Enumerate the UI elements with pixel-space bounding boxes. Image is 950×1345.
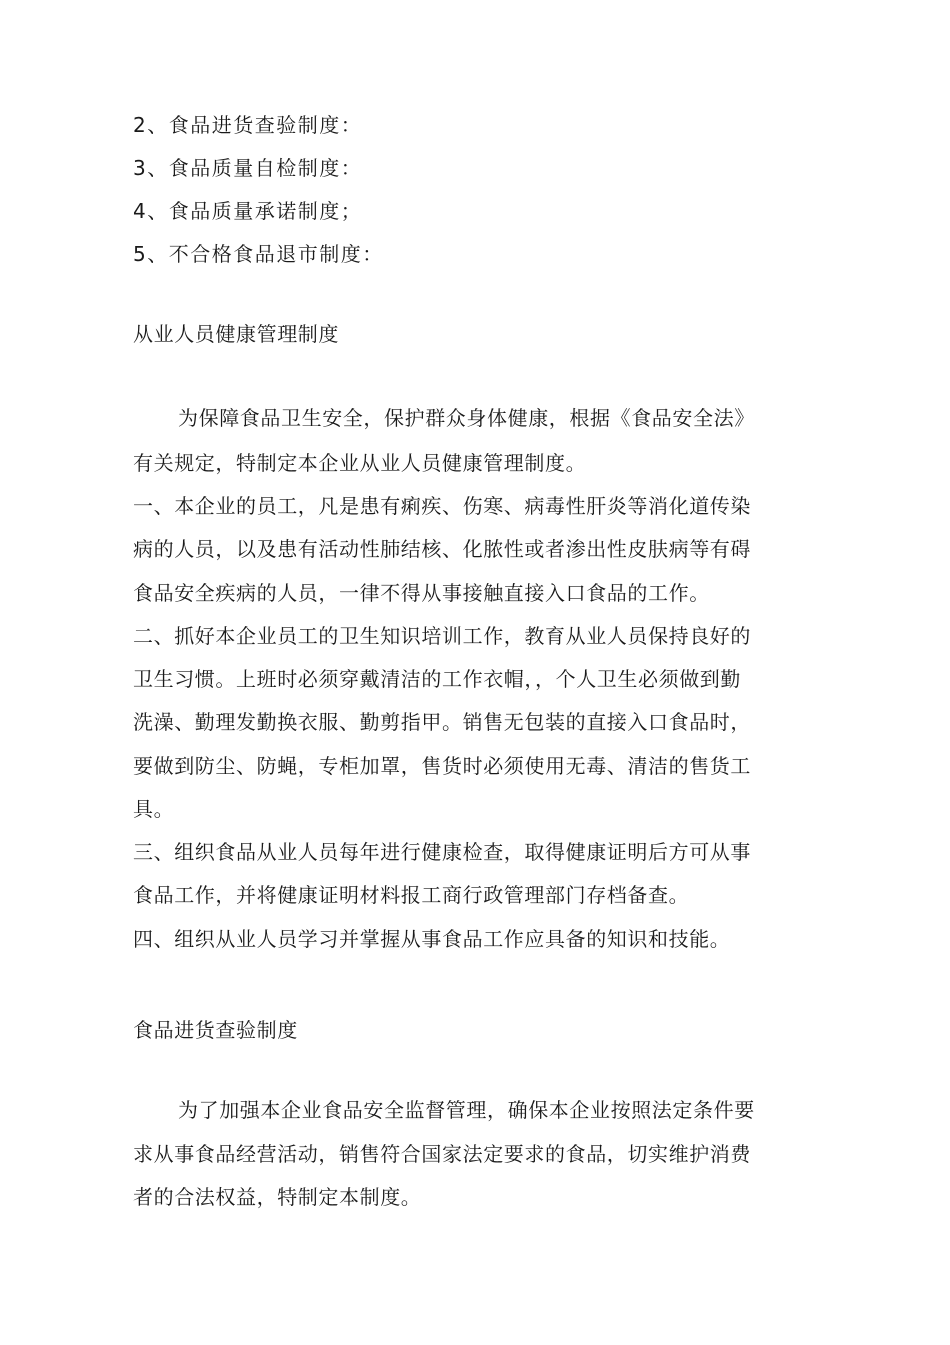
- list-item: 2、食品进货查验制度：: [133, 113, 363, 137]
- paragraph-line: 洗澡、勤理发勤换衣服、勤剪指甲。销售无包装的直接入口食品时，: [133, 710, 751, 734]
- paragraph-line: 二、抓好本企业员工的卫生知识培训工作，教育从业人员保持良好的: [133, 624, 751, 648]
- list-item: 4、食品质量承诺制度；: [133, 199, 363, 223]
- paragraph-line: 三、组织食品从业人员每年进行健康检查，取得健康证明后方可从事: [133, 840, 751, 864]
- paragraph-line: 为保障食品卫生安全，保护群众身体健康，根据《食品安全法》: [178, 406, 755, 430]
- list-item: 5、不合格食品退市制度：: [133, 242, 384, 266]
- section-heading: 从业人员健康管理制度: [133, 322, 339, 346]
- paragraph-line: 四、组织从业人员学习并掌握从事食品工作应具备的知识和技能。: [133, 927, 731, 951]
- paragraph-line: 求从事食品经营活动，销售符合国家法定要求的食品，切实维护消费: [133, 1142, 751, 1166]
- paragraph-line: 食品安全疾病的人员，一律不得从事接触直接入口食品的工作。: [133, 581, 710, 605]
- paragraph-line: 具。: [133, 797, 175, 821]
- paragraph-line: 者的合法权益，特制定本制度。: [133, 1185, 422, 1209]
- section-heading: 食品进货查验制度: [133, 1018, 298, 1042]
- paragraph-line: 为了加强本企业食品安全监督管理，确保本企业按照法定条件要: [178, 1098, 755, 1122]
- list-item: 3、食品质量自检制度：: [133, 156, 363, 180]
- paragraph-line: 有关规定，特制定本企业从业人员健康管理制度。: [133, 451, 587, 475]
- paragraph-line: 要做到防尘、防蝇，专柜加罩，售货时必须使用无毒、清洁的售货工: [133, 754, 751, 778]
- paragraph-line: 食品工作，并将健康证明材料报工商行政管理部门存档备查。: [133, 883, 690, 907]
- paragraph-line: 一、本企业的员工，凡是患有痢疾、伤寒、病毒性肝炎等消化道传染: [133, 494, 751, 518]
- paragraph-line: 卫生习惯。上班时必须穿戴清洁的工作衣帽，，个人卫生必须做到勤: [133, 667, 741, 691]
- paragraph-line: 病的人员，以及患有活动性肺结核、化脓性或者渗出性皮肤病等有碍: [133, 537, 751, 561]
